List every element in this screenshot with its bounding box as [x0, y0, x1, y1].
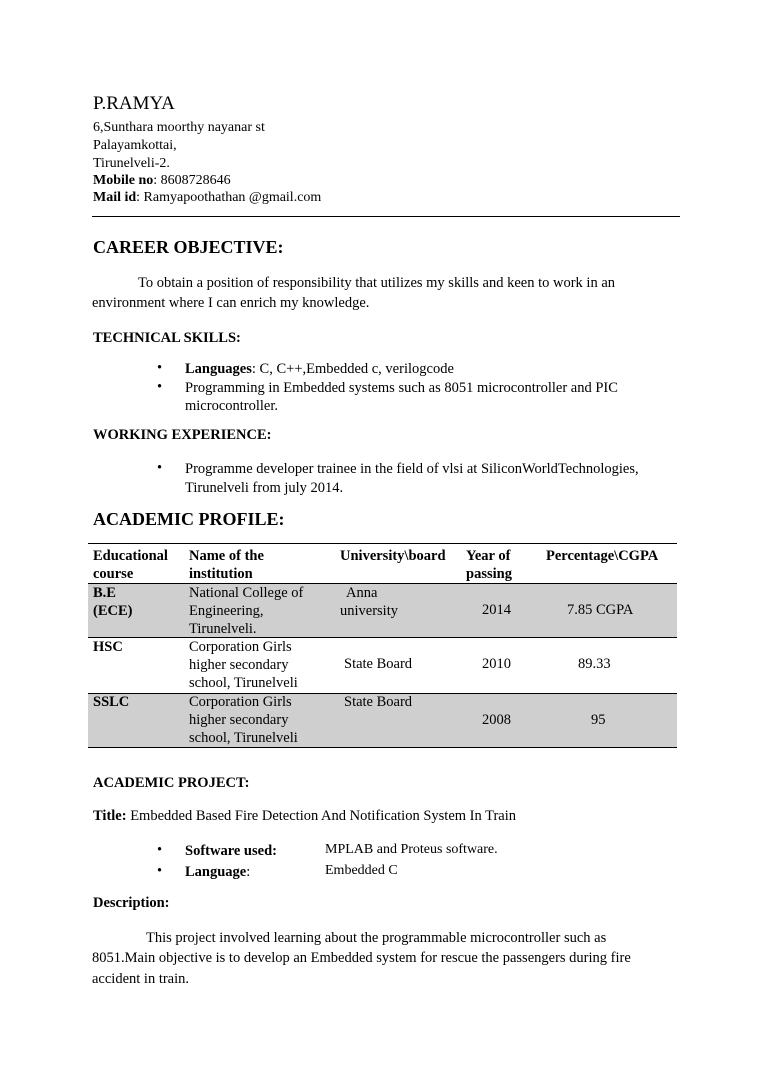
table-row-hsc-percentage: 89.33	[578, 656, 611, 672]
technical-skills-heading: TECHNICAL SKILLS:	[93, 330, 241, 346]
bullet-icon: •	[157, 379, 163, 395]
academic-table	[88, 543, 677, 747]
mail-line	[93, 189, 321, 207]
experience-line-1: Programme developer trainee in the field of vlsi at SiliconWorldTechnologies,	[185, 461, 639, 477]
mobile-value: : 8608728646	[153, 173, 231, 188]
academic-profile-heading: ACADEMIC PROFILE:	[93, 509, 285, 529]
table-row-be-university	[340, 584, 398, 620]
career-objective-heading: CAREER OBJECTIVE:	[93, 237, 284, 257]
description-label: Description:	[93, 895, 170, 911]
header-course-line-1: Educational	[93, 548, 168, 564]
inst-line-1: National College of	[189, 585, 304, 601]
table-row-sslc-course: SSLC	[93, 694, 130, 710]
description-line-2: 8051.Main objective is to develop an Embedded system for rescue the passengers during fire	[92, 950, 631, 966]
univ-line-1: Anna	[346, 585, 378, 601]
course-line-2: (ECE)	[93, 603, 133, 619]
skills-programming-line-2: microcontroller.	[185, 398, 279, 414]
table-row-sslc-year: 2008	[482, 712, 511, 728]
bullet-icon: •	[157, 460, 163, 476]
mobile-label: Mobile no	[93, 173, 154, 188]
inst-line-3: Tirunelveli.	[189, 621, 257, 637]
mobile-line	[93, 172, 231, 190]
language-colon: :	[246, 864, 251, 880]
table-row-border	[88, 637, 677, 638]
table-row-be-course	[93, 584, 132, 620]
project-title-label: Title:	[93, 808, 127, 824]
table-header-percentage: Percentage\CGPA	[546, 548, 659, 564]
bullet-icon: •	[157, 360, 163, 376]
address-line-1: 6,Sunthara moorthy nayanar st	[93, 120, 265, 135]
language-value: Embedded C	[325, 863, 398, 878]
mail-value: : Ramyapoothathan @gmail.com	[136, 190, 322, 205]
header-year-line-2: passing	[466, 566, 512, 582]
project-title-value: Embedded Based Fire Detection And Notification System In Train	[130, 808, 516, 824]
table-row-sslc-university: State Board	[344, 694, 413, 710]
table-row-be-institution	[189, 584, 303, 638]
table-row-hsc-course: HSC	[93, 639, 123, 655]
table-header-course	[93, 547, 168, 583]
table-row-be-percentage: 7.85 CGPA	[567, 602, 634, 618]
bullet-icon: •	[157, 842, 163, 858]
academic-project-heading: ACADEMIC PROJECT:	[93, 775, 250, 791]
inst-line-1: Corporation Girls	[189, 639, 292, 655]
table-row-hsc-institution	[189, 638, 298, 692]
header-inst-line-2: institution	[189, 566, 253, 582]
table-row-sslc-institution	[189, 693, 298, 747]
skills-programming-line-1: Programming in Embedded systems such as 8051 microcontroller and PIC	[185, 380, 618, 396]
languages-value: : C, C++,Embedded c, verilogcode	[251, 361, 454, 377]
table-row-hsc-year: 2010	[482, 656, 511, 672]
table-top-border	[88, 543, 677, 544]
bullet-icon: •	[157, 863, 163, 879]
working-experience-heading: WORKING EXPERIENCE:	[93, 427, 272, 443]
table-bottom-border	[88, 747, 677, 748]
course-line-1: B.E	[93, 585, 116, 601]
table-header-university: University\board	[340, 548, 446, 564]
inst-line-3: school, Tirunelveli	[189, 675, 298, 691]
inst-line-1: Corporation Girls	[189, 694, 292, 710]
inst-line-2: higher secondary	[189, 712, 289, 728]
inst-line-2: Engineering,	[189, 603, 264, 619]
header-divider	[92, 216, 680, 217]
languages-label: Languages	[185, 361, 252, 377]
software-used-label: Software used:	[185, 843, 277, 859]
career-objective-line-1: To obtain a position of responsibility that utilizes my skills and keen to work in an	[138, 275, 616, 291]
address-line-2: Palayamkottai,	[93, 138, 177, 153]
table-header-year	[466, 547, 512, 583]
univ-line-2: university	[340, 603, 398, 619]
inst-line-2: higher secondary	[189, 657, 289, 673]
description-line-1: This project involved learning about the programmable microcontroller such as	[146, 930, 607, 946]
table-row-be-year: 2014	[482, 602, 511, 618]
address-line-3: Tirunelveli-2.	[93, 156, 170, 171]
header-year-line-1: Year of	[466, 548, 511, 564]
description-line-3: accident in train.	[92, 971, 190, 987]
table-row-hsc-university: State Board	[344, 656, 413, 672]
inst-line-3: school, Tirunelveli	[189, 730, 298, 746]
software-used-value: MPLAB and Proteus software.	[325, 842, 498, 857]
candidate-name: P.RAMYA	[93, 93, 175, 114]
header-course-line-2: course	[93, 566, 134, 582]
table-header-institution	[189, 547, 264, 583]
mail-label: Mail id	[93, 190, 137, 205]
table-row-sslc-percentage: 95	[591, 712, 606, 728]
language-label: Language	[185, 864, 247, 880]
project-title-line	[93, 808, 516, 825]
skills-languages	[185, 360, 454, 378]
experience-line-2: Tirunelveli from july 2014.	[185, 480, 344, 496]
language-line	[185, 863, 250, 881]
career-objective-line-2: environment where I can enrich my knowledge.	[92, 295, 370, 311]
header-inst-line-1: Name of the	[189, 548, 264, 564]
